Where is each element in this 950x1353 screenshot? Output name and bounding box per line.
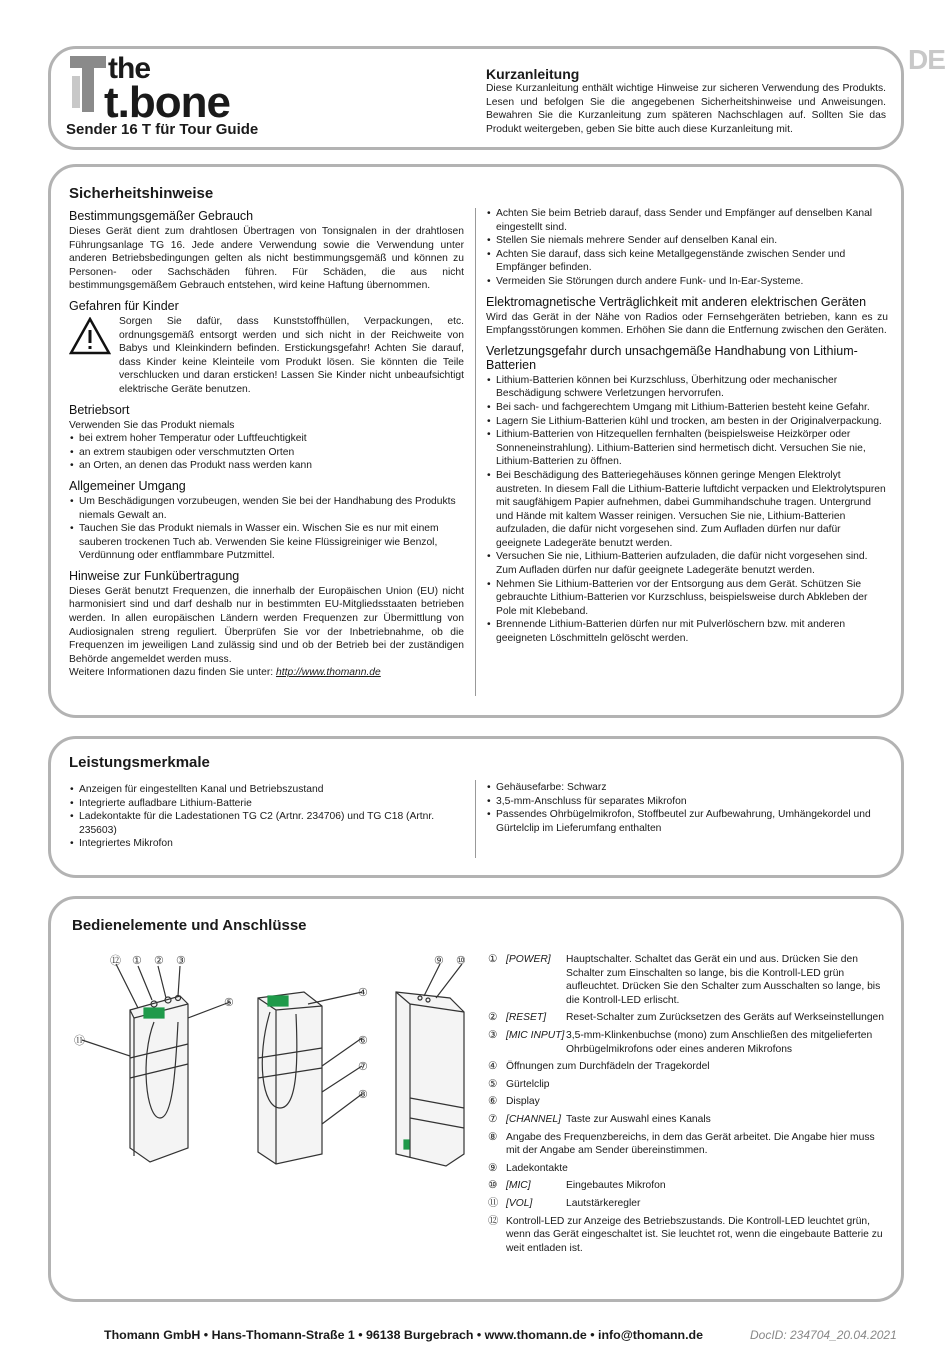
safety-left-column [69,185,464,686]
callout-11: ⑪ [74,1035,85,1047]
list-item: • Gehäusefarbe: Schwarz [496,781,886,795]
list-item: • Integrierte aufladbare Lithium-Batterie [79,797,464,811]
language-tag: DE [908,44,945,75]
list-item: • Stellen Sie niemals mehrere Sender auf denselben Kanal ein. [496,234,888,248]
list-item: • Integriertes Mikrofon [79,837,464,851]
controls-list [488,953,888,1259]
callout-9: ⑨ [434,955,444,967]
list-item: • Bei Beschädigung des Batteriegehäuses können geringe Mengen Elektrolyt austreten. In diesem Fall die Lithium-Batterie luftdicht verpacken und Elektrolytspuren mit saugfähigem Papier aufnehmen, dabei Gummihandschuhe tragen. Untergrund und Hände mit kaltem Wasser reinigen. Versuchen Sie nie, Lithium-Batterien aufzuladen, die dafür nicht vorgesehen sind. Zum Aufladen dürfen nur dafür geeignete Ladegeräte benutzt werden. [496,469,888,551]
list-item: • Vermeiden Sie Störungen durch andere Funk- und In-Ear-Systeme. [496,275,888,289]
control-item: ⑩ [MIC] Eingebautes Mikrofon [488,1180,666,1192]
list-item: • Versuchen Sie nie, Lithium-Batterien aufzuladen, die dafür nicht vorgesehen sind. Zum Aufladen dürfen nur dafür geeignete Ladegeräte benutzt werden. [496,550,888,577]
list-item: • an Orten, an denen das Produkt nass werden kann [79,459,464,473]
general-list [69,495,464,563]
kurzanleitung [486,66,886,136]
callout-2: ② [154,955,164,967]
callout-6: ⑥ [358,1035,368,1047]
kurz-text: Diese Kurzanleitung enthält wichtige Hinweise zur sicheren Verwendung des Produkts. Lesen und befolgen Sie die angegebenen Sicherheitshinweise und Anweisungen. Bewahren Sie die Kurzanleitung zum späteren Nachschlagen auf. Sollten Sie das Produkt weitergeben, geben Sie bitte auch diese Kurzanleitung mit. [486,83,886,135]
product-subtitle: Sender 16 T für Tour Guide [66,121,259,138]
list-item: • Achten Sie darauf, dass sich keine Metallgegenstände zwischen Sender und Empfänger befinden. [496,248,888,275]
control-item: ③ [MIC INPUT] 3,5-mm-Klinkenbuchse (mono) zum Anschließen des mitgelieferten Ohrbügelmikrofons oder eines anderen Mikrofons [488,1029,873,1055]
list-item: • Lithium-Batterien von Hitzequellen fernhalten (beispielsweise Heizkörper oder Sonneneinstrahlung). Lithium-Batterien sind hermetisch dicht. Versuchen Sie nie, Lithium-Batterien zu öffnen. [496,428,888,469]
list-item: • 3,5-mm-Anschluss für separates Mikrofon [496,795,886,809]
place-heading: Betriebsort [69,402,130,417]
control-item: ⑥ Display [488,1096,540,1108]
list-item: • Anzeigen für eingestellten Kanal und Betriebszustand [79,783,464,797]
doc-id: DocID: 234704_20.04.2021 [750,1328,897,1342]
callout-7: ⑦ [358,1061,368,1073]
features-list-left [69,783,464,851]
lithium-heading: Verletzungsgefahr durch unsachgemäße Handhabung von Lithium-Batterien [486,343,858,372]
safety-title: Sicherheitshinweise [69,185,214,202]
column-divider [475,780,476,858]
list-item: • Um Beschädigungen vorzubeugen, wenden Sie bei der Handhabung des Produkts niemals Gewalt an. [79,495,464,522]
emc-text: Wird das Gerät in der Nähe von Radios oder Fernsehgeräten betrieben, kann es zu Empfangsstörungen kommen. Erhöhen Sie dann die Entfernung zwischen den Geräten. [486,311,888,337]
radio-heading: Hinweise zur Funkübertragung [69,568,240,583]
controls-title: Bedienelemente und Anschlüsse [72,917,307,934]
footer-address: Thomann GmbH • Hans-Thomann-Straße 1 • 96138 Burgebrach • www.thomann.de • info@thomann.de [104,1328,704,1342]
channel-list [486,207,888,289]
callout-8: ⑧ [358,1089,368,1101]
kids-text: Sorgen Sie dafür, dass Kunststoffhüllen, Verpackungen, etc. ordnungsgemäß entsorgt werden und sich nicht in der Reichweite von Babys und Kleinkindern befinden. Erstickungsgefahr! Achten Sie darauf, dass Kinder keine Kleinteile vom Produkt lösen. Sie könnten die Teile verschlucken und daran ersticken! Lassen Sie Kinder nicht unbeaufsichtigt elektrische Geräte benutzen. [119,315,464,395]
control-item: ⑨ Ladekontakte [488,1162,568,1174]
control-item: ④ Öffnungen zum Durchfädeln der Tragekordel [488,1061,710,1073]
list-item: • Bei sach- und fachgerechtem Umgang mit Lithium-Batterien besteht keine Gefahr. [496,401,888,415]
features-title: Leistungsmerkmale [69,754,210,771]
list-item: • Nehmen Sie Lithium-Batterien vor der Entsorgung aus dem Gerät. Schützen Sie gebrauchte Lithium-Batterien vor Kurzschluss, beispielsweise durch Abkleben der Pole mit Klebeband. [496,578,888,619]
control-item: ⑪ [VOL] Lautstärkeregler [488,1197,641,1209]
list-item: • Tauchen Sie das Produkt niemals in Wasser ein. Wischen Sie es nur mit einem sauberen trockenen Tuch ab. Verwenden Sie keine Flüssigreiniger wie Benzol, Verdünnung oder entflammbare Putzmittel. [79,522,464,563]
place-list [69,432,464,473]
callout-5: ⑤ [224,997,234,1009]
features-left [69,754,464,851]
list-item: • Achten Sie beim Betrieb darauf, dass Sender und Empfänger auf denselben Kanal eingestellt sind. [496,207,888,234]
list-item: • Passendes Ohrbügelmikrofon, Stoffbeutel zur Aufbewahrung, Umhängekordel und Gürtelclip im Lieferumfang enthalten [496,808,886,835]
use-heading: Bestimmungsgemäßer Gebrauch [69,209,254,223]
safety-right-column [486,207,888,652]
callout-10: ⑩ [456,955,466,967]
radio-text: Dieses Gerät benutzt Frequenzen, die innerhalb der Europäischen Union (EU) nicht harmonisiert sind und darf deshalb nur in bestimmten EU-Mitgliedsstaaten betrieben werden. In allen europäischen Ländern werden Frequenzen zur Übermittlung von Audiosignalen streng reguliert. Überprüfen Sie vor der Inbetriebnahme, ob die Frequenzen im jeweiligen Land zulässig sind und ob der Betrieb bei der zuständigen Behörde angemeldet werden muss. [69,585,464,665]
control-item: ① [POWER] Hauptschalter. Schaltet das Gerät ein und aus. Drücken Sie den Schalter zum Einschalten so lange, bis die Kontroll-LED grün aufleuchtet. Drücken Sie den Schalter zum Ausschalten so lange, bis die Kontroll-LED erlischt. [488,954,881,1006]
features-list-right [486,781,886,835]
list-item: • Lithium-Batterien können bei Kurzschluss, Überhitzung oder mechanischer Beschädigung schwere Verletzungen hervorrufen. [496,374,888,401]
list-item: • Brennende Lithium-Batterien dürfen nur mit Pulverlöschern bzw. mit anderen geeigneten Löschmitteln gelöscht werden. [496,618,888,645]
callout-12: ⑫ [110,955,121,967]
t-bone-logo-icon [70,56,106,112]
control-item: ② [RESET] Reset-Schalter zum Zurücksetzen des Geräts auf Werkseinstellungen [488,1012,885,1024]
kurz-title: Kurzanleitung [486,66,580,82]
device-illustration [70,948,480,1178]
column-divider [475,208,476,696]
control-item: ⑦ [CHANNEL] Taste zur Auswahl eines Kanals [488,1113,711,1125]
warning-triangle-icon [69,317,111,355]
callout-4: ④ [358,987,368,999]
emc-heading: Elektromagnetische Verträglichkeit mit anderen elektrischen Geräten [486,294,867,309]
logo-tbone: t.bone [104,78,230,127]
callout-1: ① [132,955,142,967]
thomann-link[interactable]: http://www.thomann.de [276,667,381,679]
control-item: ⑧ Angabe des Frequenzbereichs, in dem das Gerät arbeitet. Die Angabe hier muss mit der Angabe am Sender übereinstimmen. [488,1131,875,1157]
general-heading: Allgemeiner Umgang [69,478,186,493]
use-text: Dieses Gerät dient zum drahtlosen Übertragen von Tonsignalen in der drahtlosen Führungsanlage TG 16. Jede andere Verwendung sowie die Verwendung unter anderen Betriebsbedingungen gelten als nicht bestimmungsgemäß und können zu Personen- oder Sachschäden führen. Für Schäden, die aus nicht bestimmungsgemäßem Gebrauch entstehen, wird keine Haftung übernommen. [69,226,464,292]
logo-the: the [108,52,150,85]
list-item: • Ladekontakte für die Ladestationen TG C2 (Artnr. 234706) und TG C18 (Artnr. 235603) [79,810,464,837]
callout-3: ③ [176,955,186,967]
control-item: ⑤ Gürtelclip [488,1078,550,1090]
list-item: • Lagern Sie Lithium-Batterien kühl und trocken, am besten in der Originalverpackung. [496,415,888,429]
place-intro: Verwenden Sie das Produkt niemals [69,419,235,431]
lithium-list [486,374,888,646]
control-item: ⑫ Kontroll-LED zur Anzeige des Betriebszustands. Die Kontroll-LED leuchtet grün, wenn das Gerät eingeschaltet ist. Sie leuchtet rot, wenn die eingebaute Batterie zu weit entladen ist. [488,1215,883,1254]
list-item: • bei extrem hoher Temperatur oder Luftfeuchtigkeit [79,432,464,446]
list-item: • an extrem staubigen oder verschmutzten Orten [79,446,464,460]
features-right [486,781,886,835]
kids-heading: Gefahren für Kinder [69,298,179,313]
radio-more: Weitere Informationen dazu finden Sie unter: [69,667,277,679]
